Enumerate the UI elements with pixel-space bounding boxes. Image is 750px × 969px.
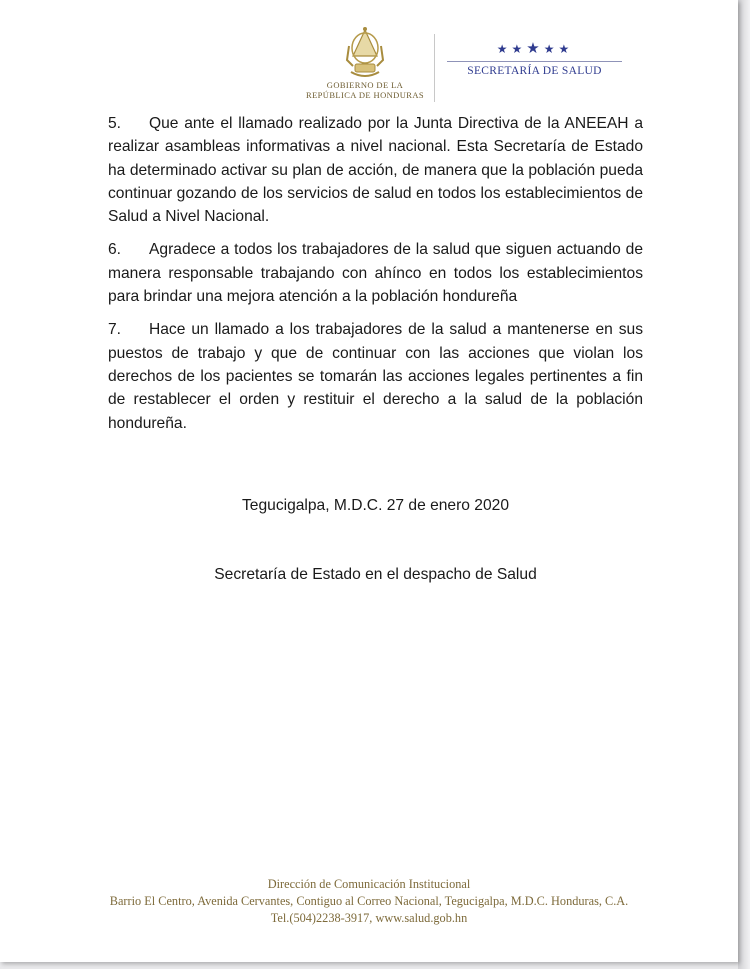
paragraph-text: Que ante el llamado realizado por la Junta Directiva de la ANEEAH a realizar asambleas informativas a nivel nacional. Esta Secretaría de Estado ha determinado activar su plan de acción, de manera que la población pueda continuar gozando de los servicios de salud en todos los establecimientos de Salud a Nivel Nacional. <box>108 115 643 226</box>
issuing-authority: Secretaría de Estado en el despacho de Salud <box>214 566 537 583</box>
secretaria-title: SECRETARÍA DE SALUD <box>467 65 602 77</box>
paragraph-7 <box>108 318 643 434</box>
place-and-date: Tegucigalpa, M.D.C. 27 de enero 2020 <box>242 497 509 514</box>
header-divider <box>434 34 435 102</box>
footer-address: Barrio El Centro, Avenida Cervantes, Contiguo al Correo Nacional, Tegucigalpa, M.D.C. Honduras, C.A. <box>109 894 629 908</box>
gov-line-2: REPÚBLICA DE HONDURAS <box>306 90 424 100</box>
paragraph-6 <box>108 238 643 308</box>
document-body <box>108 112 643 445</box>
page-edge-shadow <box>738 0 750 969</box>
paragraph-text: Hace un llamado a los trabajadores de la salud a mantenerse en sus puestos de trabajo y que de continuar con las acciones que violan los derechos de los pacientes se tomarán las acciones legales pertinentes a fin de restablecer el orden y restituir el derecho a la salud de la población hondureña. <box>108 321 643 432</box>
five-stars <box>478 42 588 56</box>
paragraph-text: Agradece a todos los trabajadores de la salud que siguen actuando de manera responsable trabajando con ahínco en todos los establecimientos para brindar una mejora atención a la población hondureña <box>108 241 643 306</box>
star-icon: ★ <box>511 42 523 56</box>
star-icon: ★ <box>558 42 570 56</box>
footer <box>0 876 738 927</box>
paragraph-5 <box>108 112 643 228</box>
footer-contact: Tel.(504)2238-3917, www.salud.gob.hn <box>270 911 468 925</box>
letterhead <box>0 18 738 108</box>
paragraph-number: 7. <box>108 321 122 339</box>
paragraph-number: 5. <box>108 115 122 132</box>
paragraph-number: 6. <box>108 241 122 259</box>
star-icon: ★ <box>526 40 540 57</box>
star-icon: ★ <box>496 42 508 56</box>
star-icon: ★ <box>543 42 555 56</box>
footer-department: Dirección de Comunicación Institucional <box>267 877 471 891</box>
gov-line-1: GOBIERNO DE LA <box>326 80 404 90</box>
secretaria-rule <box>447 61 622 62</box>
honduras-coat-of-arms-icon <box>343 26 387 80</box>
government-name <box>300 80 430 100</box>
